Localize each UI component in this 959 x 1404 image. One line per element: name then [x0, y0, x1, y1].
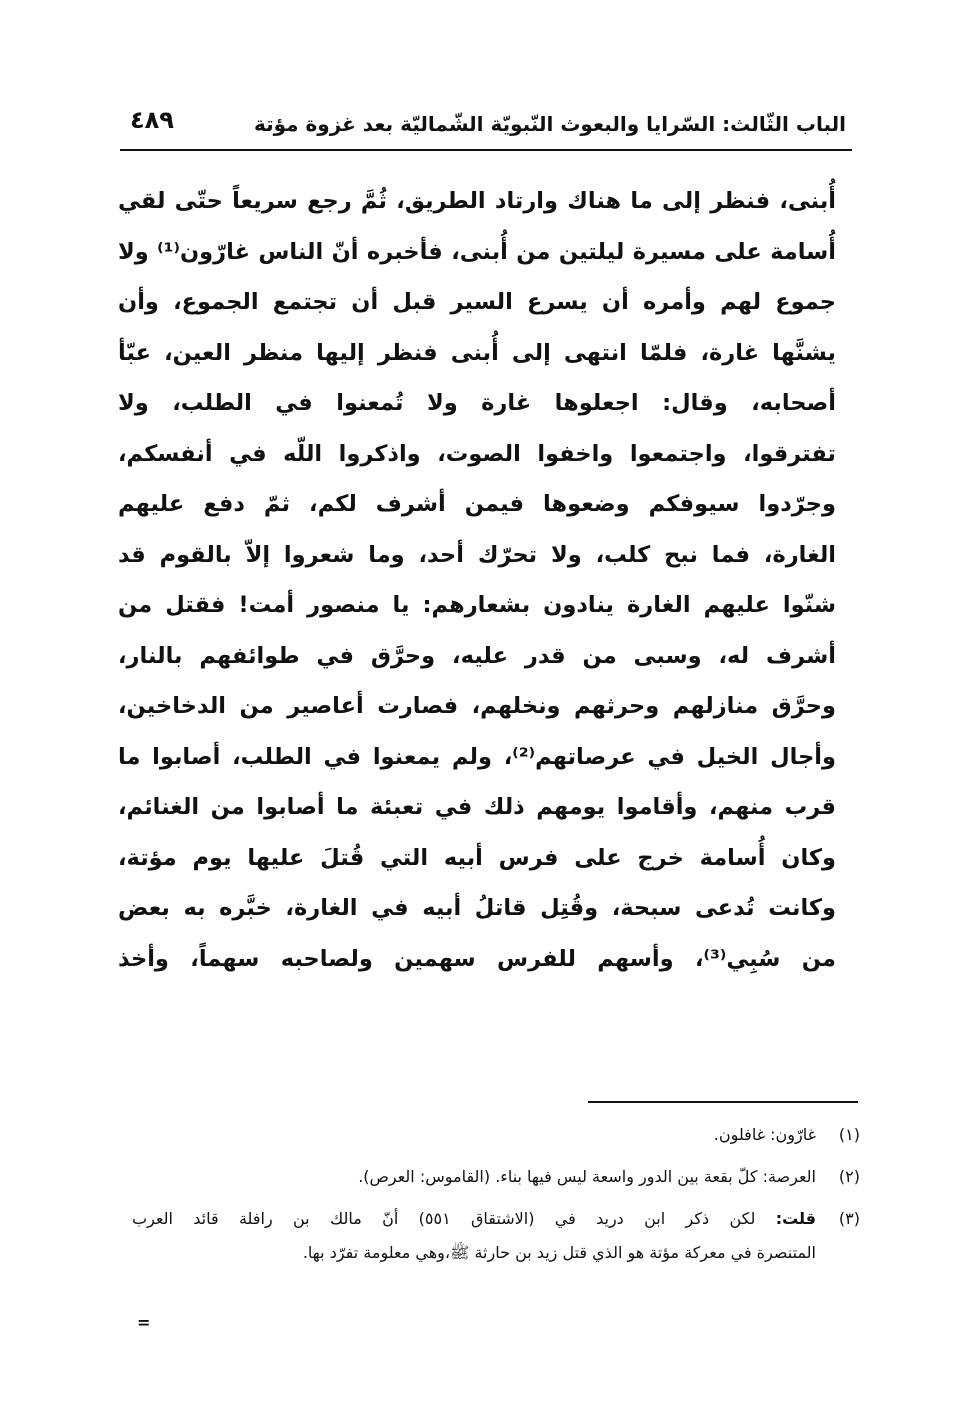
footnote-label: قلت: — [775, 1209, 817, 1228]
footnote-number: (٣) — [838, 1209, 860, 1228]
footnote-text: غارّون: غافلون. — [713, 1125, 816, 1144]
footnote-3 — [132, 1202, 860, 1270]
footnote-2 — [132, 1160, 860, 1194]
page-number: ٤٨٩ — [130, 106, 174, 134]
footnote-1 — [132, 1118, 860, 1152]
footnote-text-line — [132, 1202, 816, 1236]
page-mark: = — [137, 1313, 151, 1332]
footnote-number: (٢) — [838, 1167, 860, 1186]
chapter-title: الباب الثّالث: السّرايا والبعوث النّبويّة الشّماليّة بعد غزوة مؤتة — [253, 112, 846, 136]
body-line: يشنَّها غارة، فلمّا انتهى إلى أُبنى فنظر إليها منظر العين، عبّأ — [118, 339, 836, 366]
footnote-text: المتنصرة في معركة مؤتة هو الذي قتل زيد بن حارثة ﷺ،وهي معلومة تفرّد بها. — [302, 1243, 816, 1262]
body-line: من سُبِي⁽³⁾، وأسهم للفرس سهمين ولصاحبه سهماً، وأخذ — [118, 945, 836, 972]
header-rule — [120, 149, 852, 151]
body-line: وحرَّق منازلهم وحرثهم ونخلهم، فصارت أعاصير من الدخاخين، — [118, 693, 836, 719]
body-line: قرب منهم، وأقاموا يومهم ذلك في تعبئة ما أصابوا من الغنائم، — [118, 794, 836, 820]
body-line: الغارة، فما نبح كلب، ولا تحرّك أحد، وما شعروا إلاّ بالقوم قد — [118, 541, 836, 568]
footnote-text: لكن ذكر ابن دريد في (الاشتقاق ٥٥١) أنّ مالك بن رافلة قائد العرب — [132, 1209, 756, 1228]
footnote-text: العرصة: كلّ بقعة بين الدور واسعة ليس فيها بناء. (القاموس: العرص). — [358, 1167, 816, 1186]
body-line: وكان أُسامة خرج على فرس أبيه التي قُتلَ عليها يوم مؤتة، — [118, 844, 836, 871]
footnote-rule — [588, 1101, 858, 1103]
body-line: تفترقوا، واجتمعوا واخفوا الصوت، واذكروا اللّه في أنفسكم، — [118, 440, 836, 467]
body-line: جموع لهم وأمره أن يسرع السير قبل أن تجتمع الجموع، وأن — [118, 289, 836, 315]
body-line: أُسامة على مسيرة ليلتين من أُبنى، فأخبره أنّ الناس غارّون⁽¹⁾ ولا — [118, 238, 836, 265]
body-line: شنّوا عليهم الغارة ينادون بشعارهم: يا منصور أمت! فقتل من — [118, 592, 836, 618]
footnotes — [132, 1118, 860, 1278]
body-line: وكانت تُدعى سبحة، وقُتِل قاتلُ أبيه في الغارة، خبَّره به بعض — [118, 895, 836, 921]
footnote-number: (١) — [838, 1125, 860, 1144]
body-line: وجرّدوا سيوفكم وضعوها فيمن أشرف لكم، ثمّ دفع عليهم — [118, 491, 836, 517]
body-line: أُبنى، فنظر إلى ما هناك وارتاد الطريق، ثُمَّ رجع سريعاً حتّى لقي — [118, 188, 836, 214]
body-text — [118, 176, 836, 984]
body-line: أصحابه، وقال: اجعلوها غارة ولا تُمعنوا في الطلب، ولا — [118, 390, 836, 416]
body-line: وأجال الخيل في عرصاتهم⁽²⁾، ولم يمعنوا في الطلب، أصابوا ما — [118, 743, 836, 770]
running-header — [120, 96, 852, 146]
body-line: أشرف له، وسبى من قدر عليه، وحرَّق في طوائفهم بالنار، — [118, 642, 836, 669]
